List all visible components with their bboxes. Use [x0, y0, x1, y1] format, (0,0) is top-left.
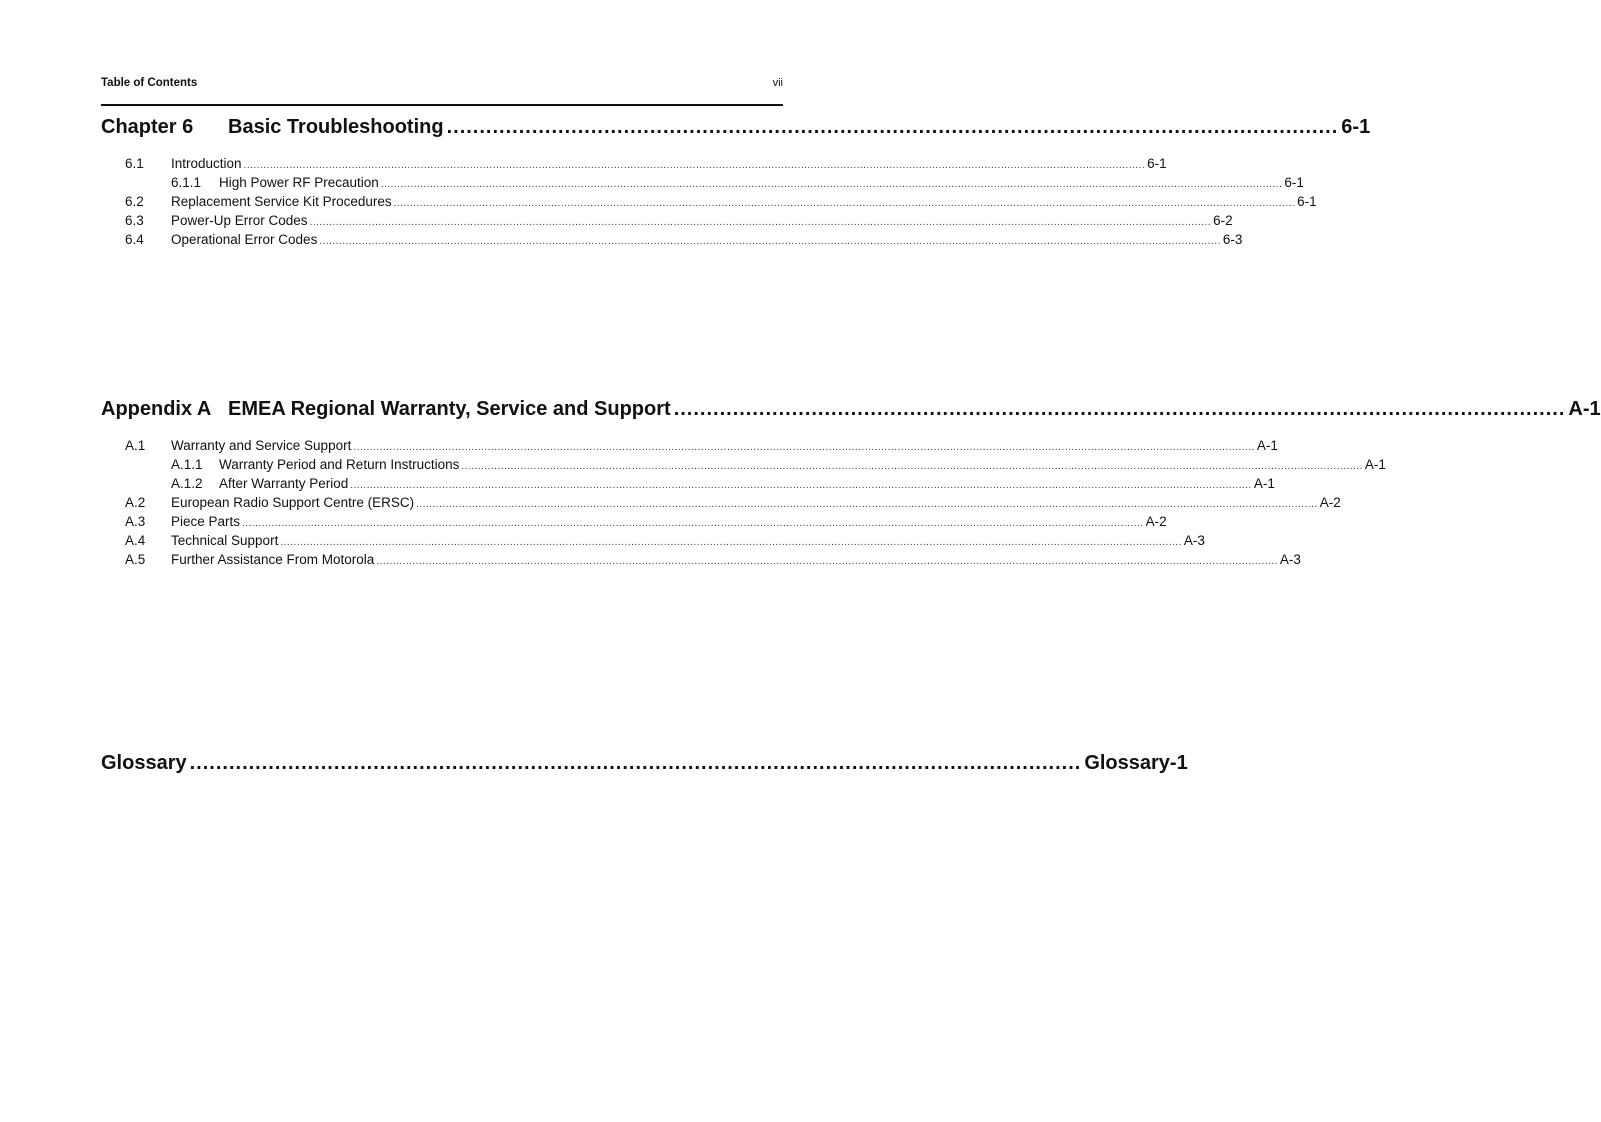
appendix-page: A-1 [1568, 398, 1601, 420]
toc-entry-a-5[interactable] [101, 551, 1301, 570]
header-rule [101, 104, 783, 106]
appendix-label: Appendix A [101, 398, 212, 420]
entry-title: After Warranty Period [219, 476, 349, 491]
dot-leader: ........................................................................................................................................ [189, 752, 1082, 774]
entry-number: A.1 [125, 438, 146, 453]
entry-number: A.1.2 [171, 476, 203, 491]
entry-number: A.4 [125, 533, 146, 548]
entry-number: 6.3 [125, 213, 144, 228]
dot-leader: ................................................................................................................................................................................................................................................................................... [393, 198, 1296, 209]
chapter-6-entries [101, 155, 1317, 250]
entry-title: Warranty Period and Return Instructions [219, 457, 460, 472]
appendix-a-section [101, 397, 1601, 570]
entry-title: Piece Parts [171, 514, 241, 529]
entry-title: European Radio Support Centre (ERSC) [171, 495, 415, 510]
dot-leader: ................................................................................................................................................................................................................................................................................... [416, 499, 1318, 510]
entry-number: 6.4 [125, 232, 144, 247]
chapter-title: Basic Troubleshooting [228, 116, 444, 138]
toc-entry-6-3[interactable] [101, 212, 1233, 231]
entry-title: Operational Error Codes [171, 232, 318, 247]
entry-title: Power-Up Error Codes [171, 213, 308, 228]
chapter-6-section [101, 115, 1371, 250]
chapter-label: Chapter 6 [101, 116, 194, 138]
entry-number: 6.2 [125, 194, 144, 209]
toc-entry-a-1[interactable] [101, 437, 1278, 456]
appendix-title: EMEA Regional Warranty, Service and Support [228, 398, 671, 420]
dot-leader: ................................................................................................................................................................................................................................................................................... [461, 461, 1363, 472]
entry-page: A-2 [1145, 514, 1167, 529]
entry-number: 6.1.1 [171, 175, 202, 190]
entry-page: 6-1 [1297, 194, 1317, 209]
dot-leader: ................................................................................................................................................................................................................................................................................... [309, 217, 1212, 228]
glossary-title: Glossary [101, 752, 187, 774]
chapter-page: 6-1 [1341, 116, 1371, 138]
glossary-heading[interactable] [101, 751, 1188, 775]
entry-page: A-3 [1183, 533, 1205, 548]
entry-page: A-1 [1253, 476, 1275, 491]
appendix-a-entries [101, 437, 1386, 570]
entry-page: A-3 [1279, 552, 1301, 567]
toc-entry-a-3[interactable] [101, 513, 1167, 532]
dot-leader: ................................................................................................................................................................................................................................................................................... [319, 236, 1221, 247]
glossary-page: Glossary-1 [1084, 752, 1188, 774]
entry-title: Replacement Service Kit Procedures [171, 194, 392, 209]
dot-leader: ................................................................................................................................................................................................................................................................................... [353, 442, 1255, 453]
header-title: Table of Contents [101, 77, 198, 89]
dot-leader: ........................................................................................................................................ [673, 398, 1566, 420]
dot-leader: ................................................................................................................................................................................................................................................................................... [280, 537, 1182, 548]
toc-entry-a-4[interactable] [101, 532, 1205, 551]
entry-page: 6-2 [1213, 213, 1233, 228]
entry-title: Further Assistance From Motorola [171, 552, 375, 567]
entry-page: A-2 [1319, 495, 1341, 510]
entry-page: 6-1 [1147, 156, 1167, 171]
entry-number: 6.1 [125, 156, 144, 171]
toc-entry-6-2[interactable] [101, 193, 1317, 212]
entry-page: A-1 [1256, 438, 1278, 453]
entry-title: Introduction [171, 156, 242, 171]
glossary-section [101, 751, 1188, 775]
entry-number: A.3 [125, 514, 146, 529]
dot-leader: ................................................................................................................................................................................................................................................................................... [350, 480, 1252, 491]
header-page-number: vii [772, 77, 783, 89]
dot-leader: ................................................................................................................................................................................................................................................................................... [380, 179, 1283, 190]
toc-entry-6-4[interactable] [101, 231, 1243, 250]
entry-title: Warranty and Service Support [171, 438, 352, 453]
toc-entry-a-1-1[interactable] [101, 456, 1386, 475]
dot-leader: ................................................................................................................................................................................................................................................................................... [242, 518, 1144, 529]
chapter-6-heading[interactable] [101, 115, 1371, 139]
entry-title: Technical Support [171, 533, 279, 548]
toc-entry-6-1-1[interactable] [101, 174, 1304, 193]
entry-page: 6-3 [1222, 232, 1243, 247]
dot-leader: ................................................................................................................................................................................................................................................................................... [376, 556, 1278, 567]
toc-entry-6-1[interactable] [101, 155, 1167, 174]
toc-entry-a-1-2[interactable] [101, 475, 1275, 494]
dot-leader: ................................................................................................................................................................................................................................................................................... [243, 160, 1146, 171]
entry-page: A-1 [1364, 457, 1386, 472]
entry-number: A.2 [125, 495, 146, 510]
running-header [101, 77, 783, 95]
appendix-a-heading[interactable] [101, 397, 1601, 421]
toc-entry-a-2[interactable] [101, 494, 1341, 513]
entry-number: A.5 [125, 552, 146, 567]
dot-leader: ........................................................................................................................................ [446, 116, 1339, 138]
entry-title: High Power RF Precaution [219, 175, 379, 190]
entry-number: A.1.1 [171, 457, 203, 472]
entry-page: 6-1 [1284, 175, 1304, 190]
